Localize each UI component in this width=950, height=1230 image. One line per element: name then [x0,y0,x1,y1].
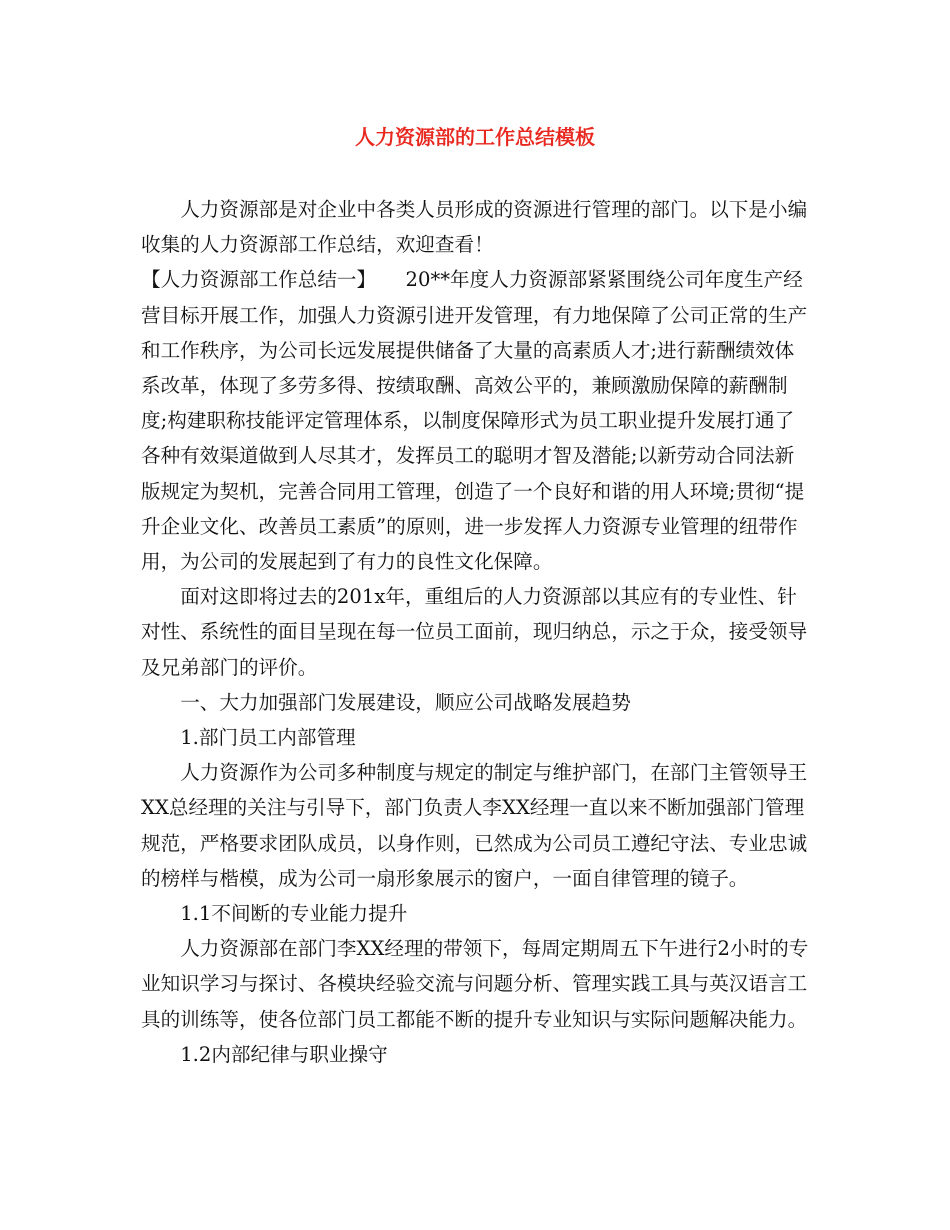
document-title: 人力资源部的工作总结模板 [355,125,595,149]
section-1-1-2-heading: 1.2内部纪律与职业操守 [180,1042,388,1066]
review-paragraph: 面对这即将过去的201x年，重组后的人力资源部以其应有的专业性、针对性、系统性的面目呈现在每一位员工面前，现归纳总，示之于众，接受领导及兄弟部门的评价。 [141,585,808,679]
document-body [141,192,811,1072]
summary-paragraph [141,262,811,579]
summary-body: 20**年度人力资源部紧紧围绕公司年度生产经营目标开展工作，加强人力资源引进开发管理，有力地保障了公司正常的生产和工作秩序，为公司长远发展提供储备了大量的高素质人才;进行薪酬绩效体系改革，体现了多劳多得、按绩取酬、高效公平的，兼顾激励保障的薪酬制度;构建职称技能评定管理体系，以制度保障形式为员工职业提升发展打通了各种有效渠道做到人尽其才，发挥员工的聪明才智及潜能;以新劳动合同法新版规定为契机，完善合同用工管理，创造了一个良好和谐的用人环境;贯彻“提升企业文化、改善员工素质”的原则，进一步发挥人力资源专业管理的纽带作用，为公司的发展起到了有力的良性文化保障。 [141,268,808,574]
section-1-heading: 一、大力加强部门发展建设，顺应公司战略发展趋势 [180,690,631,714]
section-1-1-body: 人力资源作为公司多种制度与规定的制定与维护部门，在部门主管领导王XX总经理的关注与引导下，部门负责人李XX经理一直以来不断加强部门管理规范，严格要求团队成员，以身作则，已然成为公司员工遵纪守法、专业忠诚的榜样与楷模，成为公司一扇形象展示的窗户，一面自律管理的镜子。 [141,761,808,890]
summary-heading: 【人力资源部工作总结一】 [141,268,377,292]
section-1-1-heading: 1.部门员工内部管理 [180,726,356,750]
section-1-1-1-body: 人力资源部在部门李XX经理的带领下，每周定期周五下午进行2小时的专业知识学习与探讨、各模块经验交流与问题分析、管理实践工具与英汉语言工具的训练等，使各位部门员工都能不断的提升专业知识与实际问题解决能力。 [141,937,809,1031]
intro-paragraph: 人力资源部是对企业中各类人员形成的资源进行管理的部门。以下是小编收集的人力资源部工作总结，欢迎查看！ [141,198,808,257]
section-1-1-1-heading: 1.1不间断的专业能力提升 [180,902,408,926]
